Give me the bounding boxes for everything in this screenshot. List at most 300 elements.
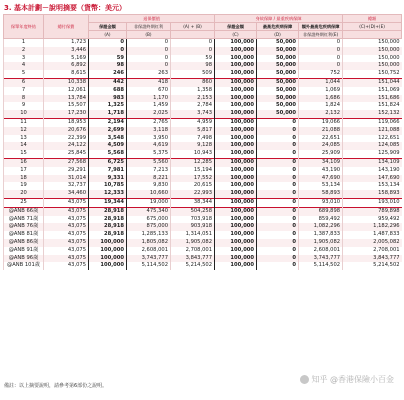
table-cell: 0 xyxy=(299,47,343,55)
table-cell: 5 xyxy=(4,70,44,78)
table-cell: 7 xyxy=(4,87,44,95)
table-cell: 0 xyxy=(257,223,299,231)
table-cell: 28,918 xyxy=(89,231,127,239)
table-cell: 5,114,502 xyxy=(127,262,171,270)
table-cell: 16 xyxy=(4,158,44,166)
table-cell: 50,000 xyxy=(257,87,299,95)
table-row xyxy=(4,198,402,207)
table-cell: 1,182,296 xyxy=(343,223,402,231)
table-cell: 43,075 xyxy=(44,216,89,224)
header-surrender-sum: (A) + (B) xyxy=(171,23,215,31)
table-cell: 959,492 xyxy=(343,216,402,224)
table-cell: 3,118 xyxy=(127,127,171,135)
table-cell: 3 xyxy=(4,55,44,63)
table-cell: 100,000 xyxy=(215,62,257,70)
table-cell: 0 xyxy=(299,39,343,47)
table-cell: 50,000 xyxy=(257,102,299,110)
table-row xyxy=(4,223,402,231)
table-cell: 28,918 xyxy=(89,216,127,224)
table-cell: 24,122 xyxy=(44,142,89,150)
table-cell: 100,000 xyxy=(215,78,257,86)
table-cell: 1,487,833 xyxy=(343,231,402,239)
table-cell: 1,314,051 xyxy=(171,231,215,239)
header-blank xyxy=(171,31,215,39)
table-cell: 19 xyxy=(4,182,44,190)
table-cell: 29,291 xyxy=(44,167,89,175)
table-cell: 121,088 xyxy=(343,127,402,135)
table-cell: 100,000 xyxy=(215,118,257,126)
table-cell: 246 xyxy=(89,70,127,78)
table-cell: 1,723 xyxy=(44,39,89,47)
header-surrender-value: 退保價值 xyxy=(89,15,215,23)
table-row xyxy=(4,262,402,270)
table-cell: 100,000 xyxy=(215,207,257,215)
table-cell: 150,000 xyxy=(343,39,402,47)
table-cell: 859,492 xyxy=(299,216,343,224)
table-cell: 100,000 xyxy=(215,70,257,78)
table-cell: 0 xyxy=(257,239,299,247)
table-cell: 153,134 xyxy=(343,182,402,190)
table-cell: 19,344 xyxy=(89,198,127,207)
table-cell: 100,000 xyxy=(215,95,257,103)
header-total: 總額 xyxy=(343,15,402,23)
table-row xyxy=(4,255,402,263)
table-cell: 0 xyxy=(299,62,343,70)
table-cell: 8,221 xyxy=(127,175,171,183)
table-cell: 100,000 xyxy=(215,182,257,190)
table-cell: 2,025 xyxy=(127,110,171,118)
table-cell: 3,950 xyxy=(127,135,171,143)
table-cell: 25,845 xyxy=(44,150,89,158)
table-row xyxy=(4,182,402,190)
table-cell: 18 xyxy=(4,175,44,183)
table-cell: 100,000 xyxy=(215,110,257,118)
table-cell: 0 xyxy=(257,167,299,175)
table-cell: 34,460 xyxy=(44,190,89,198)
benefit-illustration-table xyxy=(3,14,402,270)
table-cell: 10 xyxy=(4,110,44,118)
table-cell: 983 xyxy=(89,95,127,103)
header-total-premium: 總付保費 xyxy=(44,15,89,39)
table-cell: 5,568 xyxy=(89,150,127,158)
table-cell: 43,075 xyxy=(44,207,89,215)
watermark xyxy=(300,374,394,385)
table-cell: 25,909 xyxy=(299,150,343,158)
header-blank-2 xyxy=(343,31,402,39)
table-body xyxy=(4,39,402,271)
table-cell: 59 xyxy=(171,55,215,63)
table-row xyxy=(4,62,402,70)
table-cell: 0 xyxy=(89,47,127,55)
table-cell: 0 xyxy=(257,142,299,150)
table-cell: @ANB 81歲 xyxy=(4,231,44,239)
table-cell: @ANB 76歲 xyxy=(4,223,44,231)
table-cell: 13 xyxy=(4,135,44,143)
table-cell: 1,905,082 xyxy=(171,239,215,247)
table-cell: 3,743,777 xyxy=(127,255,171,263)
table-cell: 689,898 xyxy=(299,207,343,215)
table-cell: 5,169 xyxy=(44,55,89,63)
table-cell: 12 xyxy=(4,127,44,135)
table-cell: 27,568 xyxy=(44,158,89,166)
table-cell: 17,552 xyxy=(171,175,215,183)
table-cell: 1,805,082 xyxy=(127,239,171,247)
table-cell: 50,000 xyxy=(257,110,299,118)
table-cell: @ANB 101歲 xyxy=(4,262,44,270)
table-cell: 151,044 xyxy=(343,78,402,86)
table-cell: 100,000 xyxy=(215,87,257,95)
table-cell: 1,824 xyxy=(299,102,343,110)
table-cell: 2,708,001 xyxy=(171,247,215,255)
table-cell: 122,651 xyxy=(343,135,402,143)
table-cell: 32,737 xyxy=(44,182,89,190)
table-cell: 31,014 xyxy=(44,175,89,183)
table-cell: 670 xyxy=(127,87,171,95)
table-cell: 7,981 xyxy=(89,167,127,175)
watermark-avatar-icon xyxy=(300,375,309,384)
table-cell: 0 xyxy=(257,127,299,135)
table-cell: 17 xyxy=(4,167,44,175)
table-cell: 100,000 xyxy=(215,255,257,263)
table-cell: 150,000 xyxy=(343,62,402,70)
table-cell: 3,843,777 xyxy=(343,255,402,263)
table-cell: 50,000 xyxy=(257,95,299,103)
table-cell: 19,066 xyxy=(299,118,343,126)
table-cell: 0 xyxy=(171,39,215,47)
table-cell: 93,010 xyxy=(299,198,343,207)
table-cell: 2,153 xyxy=(171,95,215,103)
table-cell: 150,000 xyxy=(343,47,402,55)
table-cell: 100,000 xyxy=(89,262,127,270)
table-cell: 7,498 xyxy=(171,135,215,143)
table-cell: 100,000 xyxy=(215,190,257,198)
table-cell: 100,000 xyxy=(215,55,257,63)
table-cell: 2,765 xyxy=(127,118,171,126)
table-cell: 100,000 xyxy=(215,167,257,175)
table-cell: 10,943 xyxy=(171,150,215,158)
table-cell: 1,082,296 xyxy=(299,223,343,231)
table-cell: 1,387,833 xyxy=(299,231,343,239)
table-cell: 151,686 xyxy=(343,95,402,103)
table-cell: 0 xyxy=(257,255,299,263)
table-cell: 263 xyxy=(127,70,171,78)
header-e: 非保證終期紅利(E) xyxy=(299,31,343,39)
table-cell: 0 xyxy=(257,135,299,143)
table-cell: 9,331 xyxy=(89,175,127,183)
table-cell: 50,000 xyxy=(257,62,299,70)
table-cell: 5,817 xyxy=(171,127,215,135)
table-header xyxy=(4,15,402,39)
table-cell: 100,000 xyxy=(215,47,257,55)
table-cell: 58,893 xyxy=(299,190,343,198)
table-cell: 504,258 xyxy=(171,207,215,215)
table-row xyxy=(4,190,402,198)
table-row xyxy=(4,142,402,150)
table-cell: 50,000 xyxy=(257,47,299,55)
table-cell: 0 xyxy=(257,118,299,126)
table-cell: 119,066 xyxy=(343,118,402,126)
table-row xyxy=(4,102,402,110)
table-cell: 8,615 xyxy=(44,70,89,78)
table-cell: 28,918 xyxy=(89,207,127,215)
table-cell: 38,344 xyxy=(171,198,215,207)
table-cell: 11 xyxy=(4,118,44,126)
table-row xyxy=(4,127,402,135)
table-cell: 0 xyxy=(127,62,171,70)
table-cell: 15,507 xyxy=(44,102,89,110)
table-cell: 10,338 xyxy=(44,78,89,86)
header-b: (B) xyxy=(127,31,171,39)
table-cell: 2,005,082 xyxy=(343,239,402,247)
table-cell: 2 xyxy=(4,47,44,55)
table-cell: @ANB 86歲 xyxy=(4,239,44,247)
table-cell: 34,109 xyxy=(299,158,343,166)
table-cell: 100,000 xyxy=(89,255,127,263)
table-cell: 0 xyxy=(257,216,299,224)
table-cell: 1 xyxy=(4,39,44,47)
table-cell: 5,214,502 xyxy=(171,262,215,270)
table-cell: 0 xyxy=(257,207,299,215)
table-row xyxy=(4,110,402,118)
table-row xyxy=(4,239,402,247)
table-cell: 789,898 xyxy=(343,207,402,215)
table-cell: 20,676 xyxy=(44,127,89,135)
table-cell: 43,075 xyxy=(44,255,89,263)
header-a: (A) xyxy=(89,31,127,39)
table-cell: 442 xyxy=(89,78,127,86)
table-cell: 475,340 xyxy=(127,207,171,215)
header-total-formula: (C)+(D)+(E) xyxy=(343,23,402,31)
table-cell: 0 xyxy=(257,175,299,183)
table-cell: 10,785 xyxy=(89,182,127,190)
header-policy-year-end: 保單年度終結 xyxy=(4,15,44,39)
table-cell: 25 xyxy=(4,198,44,207)
table-cell: 22,651 xyxy=(299,135,343,143)
table-cell: 1,905,082 xyxy=(299,239,343,247)
table-cell: 134,109 xyxy=(343,158,402,166)
table-cell: 4,959 xyxy=(171,118,215,126)
table-cell: 100,000 xyxy=(215,150,257,158)
table-cell: 903,918 xyxy=(171,223,215,231)
table-cell: 100,000 xyxy=(215,175,257,183)
table-row xyxy=(4,135,402,143)
table-cell: 2,608,001 xyxy=(127,247,171,255)
table-cell: 50,000 xyxy=(257,78,299,86)
table-cell: 0 xyxy=(257,182,299,190)
table-cell: 147,690 xyxy=(343,175,402,183)
header-death-benefit: 身故保障 / 最重疾病保障 xyxy=(215,15,343,23)
table-cell: 0 xyxy=(257,190,299,198)
table-cell: 0 xyxy=(257,262,299,270)
table-cell: 98 xyxy=(171,62,215,70)
table-row xyxy=(4,231,402,239)
table-cell: 100,000 xyxy=(215,158,257,166)
footnote: 備註：以上摘要說明，請參考第6部份之說明。 xyxy=(4,383,108,389)
table-cell: 43,075 xyxy=(44,223,89,231)
table-row xyxy=(4,158,402,166)
table-cell: 151,069 xyxy=(343,87,402,95)
table-cell: 688 xyxy=(89,87,127,95)
table-cell: 100,000 xyxy=(215,135,257,143)
table-cell: 12,285 xyxy=(171,158,215,166)
table-cell: @ANB 91歲 xyxy=(4,247,44,255)
table-cell: 9,830 xyxy=(127,182,171,190)
table-cell: 100,000 xyxy=(215,127,257,135)
table-row xyxy=(4,87,402,95)
table-cell: 152,132 xyxy=(343,110,402,118)
table-cell: 875,000 xyxy=(127,223,171,231)
table-cell: 2,194 xyxy=(89,118,127,126)
table-cell: 22,399 xyxy=(44,135,89,143)
table-cell: 100,000 xyxy=(215,142,257,150)
table-row xyxy=(4,247,402,255)
table-cell: 15 xyxy=(4,150,44,158)
table-cell: 9,128 xyxy=(171,142,215,150)
table-cell: 4 xyxy=(4,62,44,70)
table-row xyxy=(4,95,402,103)
table-cell: 143,190 xyxy=(343,167,402,175)
table-cell: 1,459 xyxy=(127,102,171,110)
table-cell: 3,843,777 xyxy=(171,255,215,263)
table-cell: 47,690 xyxy=(299,175,343,183)
table-cell: 1,069 xyxy=(299,87,343,95)
table-cell: 100,000 xyxy=(215,247,257,255)
table-row xyxy=(4,216,402,224)
table-cell: 100,000 xyxy=(89,239,127,247)
table-cell: 151,824 xyxy=(343,102,402,110)
table-cell: 100,000 xyxy=(215,39,257,47)
table-cell: 100,000 xyxy=(89,247,127,255)
table-cell: 418 xyxy=(127,78,171,86)
table-cell: 1,718 xyxy=(89,110,127,118)
table-cell: 100,000 xyxy=(215,198,257,207)
table-cell: 752 xyxy=(299,70,343,78)
table-cell: 20 xyxy=(4,190,44,198)
table-cell: 675,000 xyxy=(127,216,171,224)
table-cell: 0 xyxy=(299,55,343,63)
table-row xyxy=(4,70,402,78)
table-cell: 2,132 xyxy=(299,110,343,118)
table-cell: 150,000 xyxy=(343,55,402,63)
table-cell: 43,075 xyxy=(44,239,89,247)
table-cell: 12,061 xyxy=(44,87,89,95)
header-additional-ci-benefit: 額外最高危疾病保障 xyxy=(299,23,343,31)
table-cell: 3,548 xyxy=(89,135,127,143)
table-cell: 3,446 xyxy=(44,47,89,55)
table-cell: 2,608,001 xyxy=(299,247,343,255)
table-cell: 150,752 xyxy=(343,70,402,78)
table-cell: 0 xyxy=(89,39,127,47)
table-cell: 6,725 xyxy=(89,158,127,166)
table-cell: 1,325 xyxy=(89,102,127,110)
table-cell: 4,509 xyxy=(89,142,127,150)
table-cell: 14 xyxy=(4,142,44,150)
table-cell: 19,000 xyxy=(127,198,171,207)
table-row xyxy=(4,47,402,55)
table-cell: 703,918 xyxy=(171,216,215,224)
table-cell: 15,194 xyxy=(171,167,215,175)
table-cell: 5,560 xyxy=(127,158,171,166)
table-cell: 0 xyxy=(257,150,299,158)
table-cell: 43,075 xyxy=(44,198,89,207)
header-c: (C) xyxy=(215,31,257,39)
table-row xyxy=(4,175,402,183)
table-cell: 43,075 xyxy=(44,262,89,270)
table-cell: @ANB 71歲 xyxy=(4,216,44,224)
table-cell: 43,075 xyxy=(44,247,89,255)
table-cell: 125,909 xyxy=(343,150,402,158)
table-cell: 2,784 xyxy=(171,102,215,110)
table-cell: 10,660 xyxy=(127,190,171,198)
header-critical-illness-benefit: 最高危疾病保障 xyxy=(257,23,299,31)
table-cell: 20,615 xyxy=(171,182,215,190)
table-cell: 6 xyxy=(4,78,44,86)
table-cell: 0 xyxy=(127,55,171,63)
table-cell: 100,000 xyxy=(215,102,257,110)
table-cell: 50,000 xyxy=(257,55,299,63)
table-cell: 193,010 xyxy=(343,198,402,207)
table-row xyxy=(4,167,402,175)
table-cell: 43,075 xyxy=(44,231,89,239)
table-cell: 2,708,001 xyxy=(343,247,402,255)
table-cell: 7,213 xyxy=(127,167,171,175)
table-cell: 8 xyxy=(4,95,44,103)
table-cell: 28,918 xyxy=(89,223,127,231)
table-cell: 158,893 xyxy=(343,190,402,198)
table-cell: 22,993 xyxy=(171,190,215,198)
header-nonguaranteed-terminal-bonus: 非保證終期紅利 xyxy=(127,23,171,31)
table-cell: 0 xyxy=(257,158,299,166)
table-cell: 3,743 xyxy=(171,110,215,118)
table-cell: 5,375 xyxy=(127,150,171,158)
table-row xyxy=(4,78,402,86)
table-cell: 0 xyxy=(257,231,299,239)
page-title: 3. 基本計劃－說明摘要（貨幣：美元） xyxy=(4,4,126,12)
table-row xyxy=(4,150,402,158)
table-cell: 2,699 xyxy=(89,127,127,135)
table-cell: 43,190 xyxy=(299,167,343,175)
table-cell: 5,214,502 xyxy=(343,262,402,270)
table-cell: 100,000 xyxy=(215,239,257,247)
table-cell: 1,285,133 xyxy=(127,231,171,239)
table-cell: @ANB 66歲 xyxy=(4,207,44,215)
table-cell: 0 xyxy=(127,39,171,47)
table-cell: 1,044 xyxy=(299,78,343,86)
table-cell: 100,000 xyxy=(215,231,257,239)
table-cell: 59 xyxy=(89,55,127,63)
table-cell: 53,134 xyxy=(299,182,343,190)
table-row xyxy=(4,55,402,63)
table-cell: 100,000 xyxy=(215,223,257,231)
table-cell: 0 xyxy=(171,47,215,55)
table-cell: 17,230 xyxy=(44,110,89,118)
table-cell: 12,333 xyxy=(89,190,127,198)
table-cell: 4,619 xyxy=(127,142,171,150)
table-cell: 1,686 xyxy=(299,95,343,103)
header-guaranteed-death-benefit: 保證金額 xyxy=(215,23,257,31)
table-row xyxy=(4,39,402,47)
table-cell: 21,088 xyxy=(299,127,343,135)
header-d: (D) xyxy=(257,31,299,39)
header-guaranteed-cash-value: 保證金額 xyxy=(89,23,127,31)
table-cell: 50,000 xyxy=(257,70,299,78)
watermark-text: 知乎 @香港保險小百金 xyxy=(311,375,394,384)
table-cell: 50,000 xyxy=(257,39,299,47)
table-cell: 860 xyxy=(171,78,215,86)
table-cell: 509 xyxy=(171,70,215,78)
table-cell: 3,743,777 xyxy=(299,255,343,263)
table-cell: 1,170 xyxy=(127,95,171,103)
